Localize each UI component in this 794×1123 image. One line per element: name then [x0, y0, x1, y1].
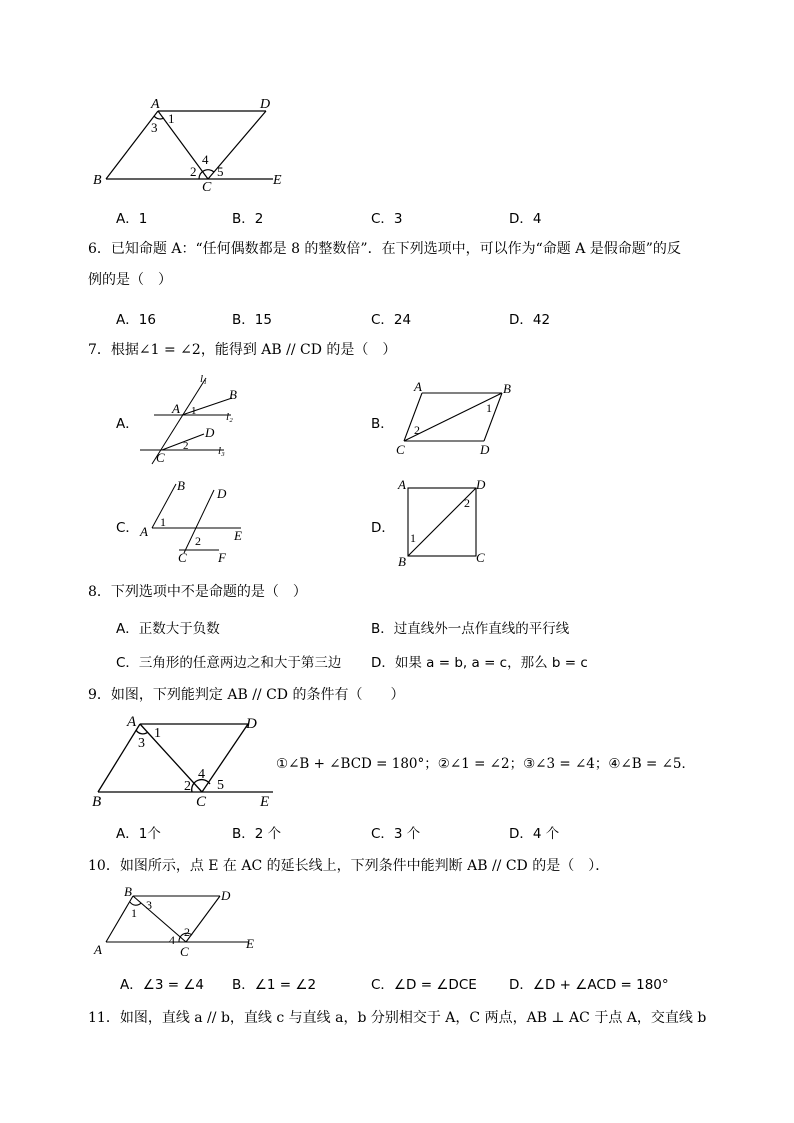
q7a-angle-2: 2 [183, 440, 189, 452]
q8-stem: 8．下列选项中不是命题的是（ ） [88, 584, 307, 600]
fig-label-A: A [151, 97, 160, 112]
q8-option-c[interactable]: C．三角形的任意两边之和大于第三边 [116, 655, 342, 671]
q6-stem-line2: 例的是（ ） [88, 272, 172, 288]
q7c-label-B: B [177, 478, 185, 493]
q7d-angle-1: 1 [410, 531, 416, 545]
q5-option-d[interactable]: D．4 [509, 211, 542, 227]
q7-option-d[interactable]: D． [371, 520, 395, 536]
q7a-label-B: B [229, 387, 237, 402]
q10-angle-3: 3 [146, 898, 152, 912]
q7b-label-B: B [503, 381, 511, 396]
q9-angle-3: 3 [138, 736, 145, 751]
q7-option-a[interactable]: A． [116, 416, 139, 432]
q7-option-c[interactable]: C． [116, 520, 139, 536]
q7d-label-C: C [476, 550, 485, 565]
q10-angle-4: 4 [169, 933, 175, 947]
q7b-label-D: D [480, 442, 490, 457]
q7c-label-A: A [140, 524, 148, 539]
q7-figure-b [392, 378, 522, 458]
q9-option-b[interactable]: B．2 个 [232, 826, 282, 842]
q10-option-d[interactable]: D．∠D + ∠ACD = 180° [509, 977, 669, 993]
q10-figure [88, 882, 268, 962]
q8-option-d[interactable]: D．如果 a = b, a = c，那么 b = c [371, 655, 588, 671]
q9-angle-2: 2 [184, 779, 191, 794]
q9-label-D: D [246, 716, 257, 732]
q7a-label-A: A [172, 401, 180, 416]
q9-angle-1: 1 [154, 726, 161, 741]
angle-1-label: 1 [168, 111, 175, 126]
q9-label-A: A [127, 714, 137, 730]
fig-label-E: E [273, 173, 282, 188]
angle-4-label: 4 [202, 152, 209, 167]
angle-5-label: 5 [217, 164, 224, 179]
q7d-label-B: B [398, 554, 406, 569]
q5-option-c[interactable]: C．3 [371, 211, 403, 227]
q6-option-c[interactable]: C．24 [371, 312, 412, 328]
q9-option-a[interactable]: A．1个 [116, 826, 161, 842]
q7c-label-E: E [234, 528, 242, 543]
q9-angle-5: 5 [217, 778, 224, 793]
q7-option-b[interactable]: B． [371, 416, 394, 432]
q10-label-E: E [246, 936, 254, 951]
angle-2-label: 2 [190, 164, 197, 179]
q7c-angle-1: 1 [160, 515, 166, 529]
q7-stem: 7．根据∠1 = ∠2，能得到 AB // CD 的是（ ） [88, 342, 397, 358]
q7a-angle-1: 1 [191, 405, 197, 417]
fig-label-B: B [93, 173, 102, 188]
q7d-label-D: D [476, 477, 486, 492]
angle-3-label: 3 [151, 120, 158, 135]
q6-option-b[interactable]: B．15 [232, 312, 272, 328]
q6-option-a[interactable]: A．16 [116, 312, 156, 328]
q9-option-c[interactable]: C．3 个 [371, 826, 421, 842]
q10-label-D: D [221, 888, 231, 903]
q7b-label-A: A [414, 379, 422, 394]
q5-option-a[interactable]: A．1 [116, 211, 148, 227]
q7c-label-D: D [217, 486, 227, 501]
q11-stem: 11．如图，直线 a // b，直线 c 与直线 a，b 分别相交于 A，C 两点，AB ⊥ AC 于点 A，交直线 b [88, 1010, 707, 1026]
q7a-label-D: D [205, 425, 215, 440]
q7a-l3: l₃ [218, 445, 225, 457]
q7a-l1: l₁ [200, 373, 207, 385]
q7-figure-a [134, 370, 244, 465]
q7d-label-A: A [398, 477, 406, 492]
q6-stem-line1: 6．已知命题 A：“任何偶数都是 8 的整数倍”．在下列选项中，可以作为“命题 A 是假命题”的反 [88, 241, 681, 257]
q7-figure-d [392, 474, 502, 569]
q9-conditions: ①∠B + ∠BCD = 180°；②∠1 = ∠2；③∠3 = ∠4；④∠B = ∠5． [276, 756, 696, 772]
q7c-label-F: F [218, 550, 226, 565]
q7b-angle-2: 2 [414, 423, 420, 437]
q10-stem: 10．如图所示，点 E 在 AC 的延长线上，下列条件中能判断 AB // CD 的是（ ）． [88, 858, 610, 874]
q7c-label-C: C [178, 550, 187, 565]
q7c-angle-2: 2 [195, 534, 201, 548]
q7-figure-c [134, 478, 254, 568]
q7b-angle-1: 1 [486, 401, 492, 415]
fig-label-D: D [260, 97, 271, 112]
q10-option-c[interactable]: C．∠D = ∠DCE [371, 977, 477, 993]
q5-option-b[interactable]: B．2 [232, 211, 264, 227]
q10-angle-1: 1 [131, 906, 137, 920]
q9-label-C: C [196, 794, 207, 810]
q9-label-B: B [92, 794, 102, 810]
q10-label-A: A [94, 942, 102, 957]
q9-stem: 9．如图，下列能判定 AB // CD 的条件有（ ） [88, 687, 405, 703]
q8-option-a[interactable]: A．正数大于负数 [116, 621, 220, 637]
q5-figure [88, 92, 298, 195]
q8-option-b[interactable]: B．过直线外一点作直线的平行线 [371, 621, 570, 637]
q7a-label-C: C [156, 450, 165, 465]
q7a-l2: l₂ [226, 411, 233, 423]
q9-angle-4: 4 [198, 767, 205, 782]
q9-option-d[interactable]: D．4 个 [509, 826, 560, 842]
q10-option-b[interactable]: B．∠1 = ∠2 [232, 977, 317, 993]
q10-label-C: C [180, 944, 189, 959]
q7b-label-C: C [396, 442, 405, 457]
q10-label-B: B [124, 884, 132, 899]
q7d-angle-2: 2 [464, 496, 470, 510]
q9-label-E: E [260, 794, 270, 810]
q10-angle-2: 2 [184, 925, 190, 939]
q10-option-a[interactable]: A．∠3 = ∠4 [120, 977, 205, 993]
q6-option-d[interactable]: D．42 [509, 312, 551, 328]
q9-figure [88, 712, 278, 812]
fig-label-C: C [202, 180, 212, 195]
